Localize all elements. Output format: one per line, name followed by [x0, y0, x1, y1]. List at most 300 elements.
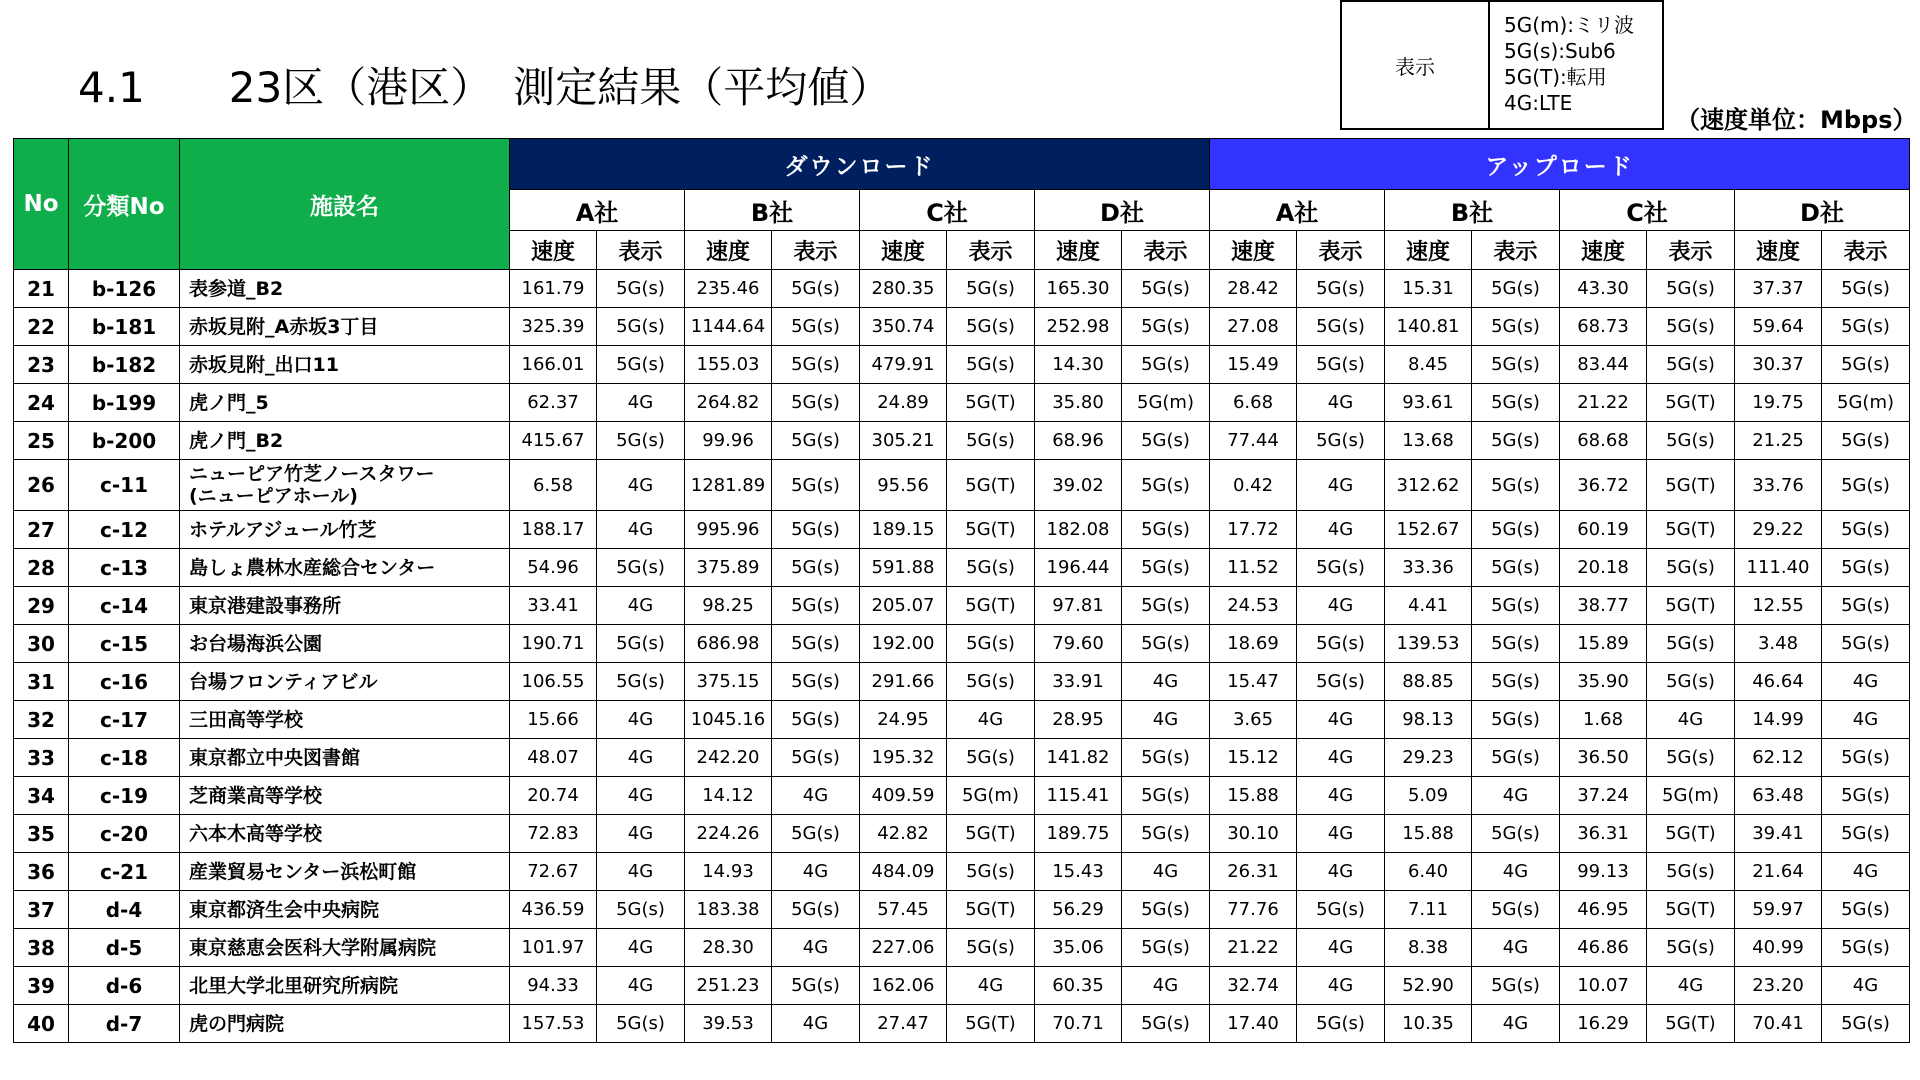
cell-display: 5G(s) [772, 422, 860, 460]
cell-speed: 32.74 [1210, 967, 1297, 1005]
cell-no: 35 [14, 815, 69, 853]
cell-display: 5G(s) [1822, 739, 1910, 777]
cell-display: 5G(s) [947, 929, 1035, 967]
cell-speed: 375.89 [685, 549, 772, 587]
cell-display: 5G(T) [947, 511, 1035, 549]
cell-display: 4G [597, 853, 685, 891]
cell-display: 5G(T) [1647, 511, 1735, 549]
table-row [14, 460, 1910, 511]
cell-display: 5G(s) [1297, 625, 1385, 663]
cell-speed: 196.44 [1035, 549, 1122, 587]
cell-speed: 6.68 [1210, 384, 1297, 422]
cell-display: 5G(s) [1122, 815, 1210, 853]
cell-speed: 17.72 [1210, 511, 1297, 549]
cell-speed: 27.47 [860, 1005, 947, 1043]
cell-speed: 36.50 [1560, 739, 1647, 777]
cell-speed: 15.66 [510, 701, 597, 739]
cell-display: 5G(s) [1472, 422, 1560, 460]
cell-display: 5G(T) [947, 1005, 1035, 1043]
cell-display: 5G(s) [947, 308, 1035, 346]
cell-display: 4G [1472, 929, 1560, 967]
cell-code: d-7 [69, 1005, 180, 1043]
cell-speed: 38.77 [1560, 587, 1647, 625]
cell-speed: 12.55 [1735, 587, 1822, 625]
cell-speed: 166.01 [510, 346, 597, 384]
cell-display: 5G(s) [1822, 308, 1910, 346]
table-row [14, 511, 1910, 549]
cell-display: 5G(s) [597, 1005, 685, 1043]
header-display: 表示 [1472, 231, 1560, 270]
cell-no: 32 [14, 701, 69, 739]
cell-display: 5G(s) [1822, 270, 1910, 308]
cell-display: 4G [597, 739, 685, 777]
cell-speed: 140.81 [1385, 308, 1472, 346]
cell-no: 21 [14, 270, 69, 308]
cell-facility: 虎の門病院 [180, 1005, 510, 1043]
cell-display: 4G [597, 587, 685, 625]
cell-speed: 28.30 [685, 929, 772, 967]
cell-speed: 16.29 [1560, 1005, 1647, 1043]
cell-facility: 赤坂見附_出口11 [180, 346, 510, 384]
cell-display: 5G(s) [772, 625, 860, 663]
cell-speed: 350.74 [860, 308, 947, 346]
cell-display: 5G(T) [1647, 384, 1735, 422]
cell-speed: 4.41 [1385, 587, 1472, 625]
cell-display: 5G(s) [772, 346, 860, 384]
cell-display: 5G(s) [1822, 1005, 1910, 1043]
table-row [14, 346, 1910, 384]
cell-speed: 15.88 [1385, 815, 1472, 853]
page-title: 4.1 23区（港区） 測定結果（平均値） [78, 63, 892, 112]
cell-speed: 183.38 [685, 891, 772, 929]
cell-speed: 188.17 [510, 511, 597, 549]
cell-speed: 155.03 [685, 346, 772, 384]
cell-speed: 77.76 [1210, 891, 1297, 929]
cell-speed: 24.53 [1210, 587, 1297, 625]
cell-display: 5G(m) [1822, 384, 1910, 422]
cell-facility: ホテルアジュール竹芝 [180, 511, 510, 549]
header-display: 表示 [1297, 231, 1385, 270]
cell-speed: 88.85 [1385, 663, 1472, 701]
legend-item: 5G(s):Sub6 [1504, 39, 1616, 63]
cell-speed: 79.60 [1035, 625, 1122, 663]
cell-display: 5G(s) [1297, 270, 1385, 308]
cell-speed: 27.08 [1210, 308, 1297, 346]
cell-speed: 36.31 [1560, 815, 1647, 853]
cell-speed: 98.25 [685, 587, 772, 625]
cell-display: 5G(s) [1122, 308, 1210, 346]
cell-speed: 10.35 [1385, 1005, 1472, 1043]
cell-speed: 60.35 [1035, 967, 1122, 1005]
cell-speed: 305.21 [860, 422, 947, 460]
cell-no: 26 [14, 460, 69, 511]
header-company: C社 [1560, 190, 1735, 231]
cell-display: 4G [1822, 663, 1910, 701]
cell-speed: 63.48 [1735, 777, 1822, 815]
cell-display: 5G(s) [1822, 422, 1910, 460]
cell-display: 5G(s) [1472, 663, 1560, 701]
cell-display: 5G(s) [1822, 625, 1910, 663]
cell-display: 5G(s) [1472, 739, 1560, 777]
cell-no: 28 [14, 549, 69, 587]
cell-speed: 479.91 [860, 346, 947, 384]
table-row [14, 701, 1910, 739]
cell-display: 5G(s) [1297, 549, 1385, 587]
cell-display: 5G(T) [947, 460, 1035, 511]
cell-display: 4G [1822, 853, 1910, 891]
cell-facility: 虎ノ門_B2 [180, 422, 510, 460]
cell-speed: 70.41 [1735, 1005, 1822, 1043]
cell-no: 24 [14, 384, 69, 422]
cell-speed: 46.95 [1560, 891, 1647, 929]
cell-speed: 3.65 [1210, 701, 1297, 739]
cell-speed: 46.86 [1560, 929, 1647, 967]
cell-speed: 995.96 [685, 511, 772, 549]
cell-speed: 280.35 [860, 270, 947, 308]
cell-display: 5G(s) [1122, 549, 1210, 587]
cell-speed: 409.59 [860, 777, 947, 815]
header-speed: 速度 [860, 231, 947, 270]
cell-display: 5G(s) [947, 625, 1035, 663]
header-display: 表示 [1822, 231, 1910, 270]
cell-speed: 5.09 [1385, 777, 1472, 815]
cell-code: c-15 [69, 625, 180, 663]
cell-speed: 33.36 [1385, 549, 1472, 587]
cell-speed: 37.37 [1735, 270, 1822, 308]
cell-speed: 62.37 [510, 384, 597, 422]
results-table [13, 138, 1910, 1043]
header-display: 表示 [1647, 231, 1735, 270]
cell-display: 5G(s) [772, 308, 860, 346]
cell-display: 4G [597, 511, 685, 549]
cell-display: 5G(s) [1647, 270, 1735, 308]
cell-speed: 165.30 [1035, 270, 1122, 308]
cell-code: c-12 [69, 511, 180, 549]
cell-speed: 24.89 [860, 384, 947, 422]
cell-speed: 56.29 [1035, 891, 1122, 929]
cell-speed: 99.13 [1560, 853, 1647, 891]
cell-speed: 161.79 [510, 270, 597, 308]
table-row [14, 308, 1910, 346]
cell-display: 5G(s) [1472, 891, 1560, 929]
cell-no: 39 [14, 967, 69, 1005]
cell-display: 5G(s) [1472, 346, 1560, 384]
cell-speed: 291.66 [860, 663, 947, 701]
cell-display: 5G(s) [772, 891, 860, 929]
cell-speed: 29.23 [1385, 739, 1472, 777]
header-facility: 施設名 [180, 139, 510, 270]
cell-display: 4G [1822, 967, 1910, 1005]
cell-display: 5G(s) [1647, 625, 1735, 663]
cell-speed: 15.49 [1210, 346, 1297, 384]
cell-display: 5G(s) [1472, 460, 1560, 511]
cell-facility: 台場フロンティアビル [180, 663, 510, 701]
cell-display: 4G [1297, 511, 1385, 549]
cell-display: 5G(s) [1122, 587, 1210, 625]
cell-display: 5G(s) [1122, 346, 1210, 384]
cell-display: 4G [1122, 701, 1210, 739]
legend-label: 表示 [1342, 2, 1490, 128]
cell-speed: 62.12 [1735, 739, 1822, 777]
cell-display: 5G(s) [1297, 346, 1385, 384]
cell-no: 36 [14, 853, 69, 891]
display-legend [1340, 0, 1664, 130]
cell-display: 4G [1472, 777, 1560, 815]
header-company: D社 [1735, 190, 1910, 231]
cell-speed: 15.89 [1560, 625, 1647, 663]
cell-speed: 101.97 [510, 929, 597, 967]
cell-no: 30 [14, 625, 69, 663]
cell-display: 5G(T) [947, 815, 1035, 853]
cell-speed: 6.40 [1385, 853, 1472, 891]
cell-display: 4G [597, 701, 685, 739]
cell-display: 5G(s) [1472, 967, 1560, 1005]
header-no: No [14, 139, 69, 270]
cell-speed: 235.46 [685, 270, 772, 308]
cell-speed: 15.43 [1035, 853, 1122, 891]
cell-display: 4G [1647, 967, 1735, 1005]
cell-display: 5G(s) [597, 270, 685, 308]
cell-facility: 産業貿易センター浜松町館 [180, 853, 510, 891]
cell-facility: 三田高等学校 [180, 701, 510, 739]
cell-display: 5G(s) [1122, 1005, 1210, 1043]
header-company: A社 [510, 190, 685, 231]
cell-no: 34 [14, 777, 69, 815]
cell-display: 5G(s) [1822, 460, 1910, 511]
cell-display: 4G [1297, 929, 1385, 967]
cell-display: 4G [1472, 1005, 1560, 1043]
cell-display: 4G [1297, 967, 1385, 1005]
cell-speed: 36.72 [1560, 460, 1647, 511]
table-row [14, 739, 1910, 777]
table-row [14, 663, 1910, 701]
cell-facility: 北里大学北里研究所病院 [180, 967, 510, 1005]
cell-speed: 39.02 [1035, 460, 1122, 511]
cell-code: c-18 [69, 739, 180, 777]
cell-facility: 六本木高等学校 [180, 815, 510, 853]
header-company: B社 [1385, 190, 1560, 231]
cell-speed: 13.68 [1385, 422, 1472, 460]
cell-display: 5G(s) [1122, 422, 1210, 460]
cell-no: 23 [14, 346, 69, 384]
cell-speed: 59.64 [1735, 308, 1822, 346]
cell-display: 4G [772, 929, 860, 967]
cell-display: 5G(T) [1647, 815, 1735, 853]
cell-speed: 20.74 [510, 777, 597, 815]
cell-speed: 6.58 [510, 460, 597, 511]
cell-display: 5G(s) [1822, 346, 1910, 384]
cell-display: 5G(s) [1822, 929, 1910, 967]
cell-code: c-21 [69, 853, 180, 891]
cell-speed: 83.44 [1560, 346, 1647, 384]
cell-display: 5G(s) [772, 270, 860, 308]
cell-speed: 189.15 [860, 511, 947, 549]
cell-speed: 8.38 [1385, 929, 1472, 967]
cell-display: 5G(s) [1472, 815, 1560, 853]
cell-display: 5G(m) [1122, 384, 1210, 422]
cell-display: 5G(s) [1297, 663, 1385, 701]
cell-speed: 39.53 [685, 1005, 772, 1043]
cell-no: 31 [14, 663, 69, 701]
cell-display: 5G(s) [1647, 853, 1735, 891]
cell-no: 38 [14, 929, 69, 967]
cell-speed: 264.82 [685, 384, 772, 422]
cell-display: 4G [1297, 853, 1385, 891]
cell-speed: 484.09 [860, 853, 947, 891]
cell-speed: 192.00 [860, 625, 947, 663]
cell-display: 5G(s) [772, 701, 860, 739]
cell-speed: 14.99 [1735, 701, 1822, 739]
cell-speed: 1144.64 [685, 308, 772, 346]
cell-speed: 20.18 [1560, 549, 1647, 587]
header-upload: アップロード [1210, 139, 1910, 190]
cell-speed: 70.71 [1035, 1005, 1122, 1043]
cell-speed: 15.47 [1210, 663, 1297, 701]
cell-display: 4G [1297, 777, 1385, 815]
cell-speed: 189.75 [1035, 815, 1122, 853]
cell-speed: 15.12 [1210, 739, 1297, 777]
cell-speed: 14.12 [685, 777, 772, 815]
header-display: 表示 [1122, 231, 1210, 270]
cell-no: 37 [14, 891, 69, 929]
cell-display: 4G [947, 967, 1035, 1005]
cell-speed: 35.90 [1560, 663, 1647, 701]
cell-speed: 14.30 [1035, 346, 1122, 384]
cell-speed: 72.67 [510, 853, 597, 891]
cell-display: 4G [1297, 384, 1385, 422]
cell-facility: お台場海浜公園 [180, 625, 510, 663]
cell-display: 5G(s) [1122, 511, 1210, 549]
cell-display: 5G(s) [597, 625, 685, 663]
cell-speed: 21.22 [1560, 384, 1647, 422]
cell-speed: 436.59 [510, 891, 597, 929]
cell-display: 4G [597, 384, 685, 422]
cell-speed: 375.15 [685, 663, 772, 701]
cell-display: 4G [947, 701, 1035, 739]
cell-display: 4G [772, 853, 860, 891]
table-row [14, 853, 1910, 891]
header-company: D社 [1035, 190, 1210, 231]
cell-speed: 21.22 [1210, 929, 1297, 967]
cell-code: d-4 [69, 891, 180, 929]
cell-display: 5G(s) [1472, 587, 1560, 625]
cell-display: 5G(s) [1297, 308, 1385, 346]
cell-speed: 0.42 [1210, 460, 1297, 511]
cell-display: 5G(s) [1122, 270, 1210, 308]
cell-speed: 325.39 [510, 308, 597, 346]
cell-no: 40 [14, 1005, 69, 1043]
cell-display: 5G(s) [1122, 460, 1210, 511]
table-row [14, 929, 1910, 967]
header-speed: 速度 [1735, 231, 1822, 270]
cell-speed: 18.69 [1210, 625, 1297, 663]
cell-speed: 106.55 [510, 663, 597, 701]
header-company: B社 [685, 190, 860, 231]
cell-speed: 11.52 [1210, 549, 1297, 587]
cell-no: 29 [14, 587, 69, 625]
cell-speed: 312.62 [1385, 460, 1472, 511]
cell-speed: 30.37 [1735, 346, 1822, 384]
cell-code: b-199 [69, 384, 180, 422]
cell-no: 33 [14, 739, 69, 777]
cell-speed: 37.24 [1560, 777, 1647, 815]
cell-speed: 227.06 [860, 929, 947, 967]
cell-display: 5G(s) [1122, 777, 1210, 815]
cell-speed: 591.88 [860, 549, 947, 587]
header-speed: 速度 [685, 231, 772, 270]
cell-speed: 99.96 [685, 422, 772, 460]
cell-display: 5G(s) [947, 739, 1035, 777]
cell-display: 5G(s) [1472, 270, 1560, 308]
cell-display: 5G(s) [1647, 929, 1735, 967]
cell-speed: 162.06 [860, 967, 947, 1005]
cell-speed: 33.91 [1035, 663, 1122, 701]
cell-code: c-11 [69, 460, 180, 511]
cell-display: 5G(T) [1647, 1005, 1735, 1043]
header-display: 表示 [947, 231, 1035, 270]
cell-display: 5G(s) [597, 663, 685, 701]
cell-code: b-182 [69, 346, 180, 384]
cell-speed: 242.20 [685, 739, 772, 777]
cell-display: 5G(s) [947, 549, 1035, 587]
table-row [14, 549, 1910, 587]
cell-speed: 29.22 [1735, 511, 1822, 549]
header-display: 表示 [597, 231, 685, 270]
cell-display: 5G(s) [1647, 346, 1735, 384]
cell-display: 5G(s) [772, 384, 860, 422]
cell-speed: 190.71 [510, 625, 597, 663]
cell-display: 5G(s) [597, 891, 685, 929]
cell-speed: 52.90 [1385, 967, 1472, 1005]
cell-speed: 157.53 [510, 1005, 597, 1043]
cell-speed: 205.07 [860, 587, 947, 625]
cell-speed: 17.40 [1210, 1005, 1297, 1043]
header-download: ダウンロード [510, 139, 1210, 190]
cell-display: 4G [1822, 701, 1910, 739]
cell-code: c-20 [69, 815, 180, 853]
cell-display: 4G [597, 815, 685, 853]
cell-display: 5G(s) [947, 346, 1035, 384]
cell-speed: 19.75 [1735, 384, 1822, 422]
cell-speed: 68.73 [1560, 308, 1647, 346]
cell-display: 5G(s) [597, 549, 685, 587]
header-company: A社 [1210, 190, 1385, 231]
cell-display: 5G(s) [772, 663, 860, 701]
cell-speed: 15.31 [1385, 270, 1472, 308]
legend-items [1490, 2, 1662, 128]
cell-speed: 57.45 [860, 891, 947, 929]
cell-display: 5G(T) [1647, 587, 1735, 625]
cell-display: 5G(s) [1472, 511, 1560, 549]
cell-display: 5G(s) [1647, 422, 1735, 460]
cell-no: 27 [14, 511, 69, 549]
cell-display: 4G [597, 929, 685, 967]
legend-item: 5G(m):ミリ波 [1504, 13, 1635, 37]
cell-speed: 68.96 [1035, 422, 1122, 460]
cell-speed: 182.08 [1035, 511, 1122, 549]
cell-facility: ニューピア竹芝ノースタワー (ニューピアホール) [180, 460, 510, 511]
cell-code: d-6 [69, 967, 180, 1005]
header-speed: 速度 [1035, 231, 1122, 270]
cell-display: 5G(s) [947, 663, 1035, 701]
cell-speed: 10.07 [1560, 967, 1647, 1005]
cell-facility: 表参道_B2 [180, 270, 510, 308]
cell-display: 5G(T) [1647, 891, 1735, 929]
cell-speed: 46.64 [1735, 663, 1822, 701]
cell-speed: 40.99 [1735, 929, 1822, 967]
cell-code: c-19 [69, 777, 180, 815]
cell-display: 5G(s) [1822, 815, 1910, 853]
